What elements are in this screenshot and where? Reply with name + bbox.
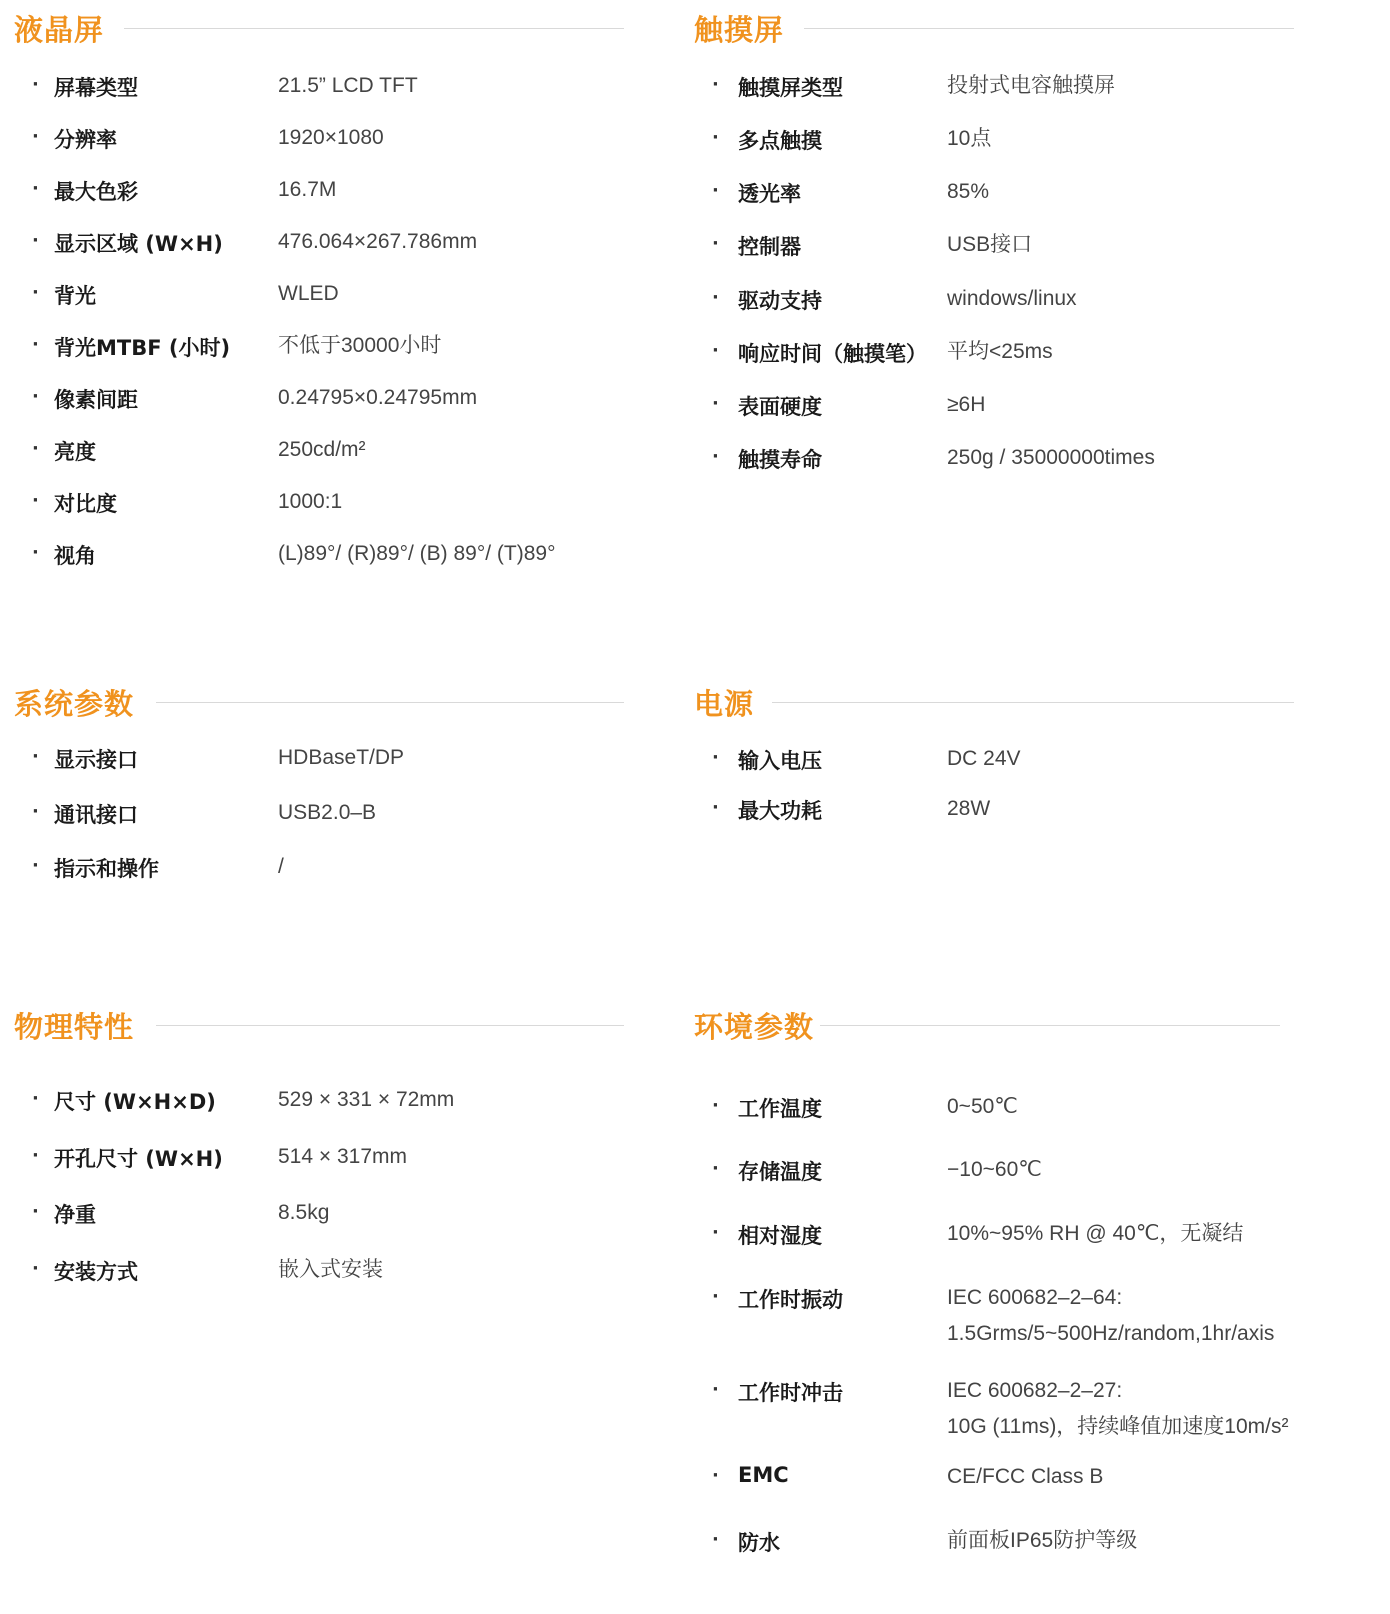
section-header bbox=[14, 682, 134, 722]
spec-value-line: 10点 bbox=[947, 127, 992, 150]
section-title: 液晶屏 bbox=[14, 12, 105, 47]
spec-row bbox=[694, 440, 1344, 472]
spec-value bbox=[278, 383, 477, 413]
spec-value bbox=[947, 744, 1021, 774]
spec-label: 分辨率 bbox=[54, 128, 117, 152]
spec-value-line: USB接口 bbox=[947, 233, 1033, 256]
spec-label: 工作时振动 bbox=[738, 1288, 843, 1312]
spec-value bbox=[278, 435, 366, 465]
spec-value bbox=[278, 852, 284, 882]
spec-value-line: 250g / 35000000times bbox=[947, 446, 1155, 469]
spec-label: 控制器 bbox=[738, 235, 801, 259]
spec-value bbox=[947, 1155, 1042, 1185]
bullet-icon: · bbox=[712, 746, 719, 768]
bullet-icon: · bbox=[712, 1528, 719, 1550]
spec-value-line: 0.24795×0.24795mm bbox=[278, 386, 478, 409]
section-divider bbox=[156, 702, 624, 703]
spec-row bbox=[14, 1082, 624, 1114]
bullet-icon: · bbox=[712, 1464, 719, 1486]
section-touch bbox=[694, 8, 1344, 508]
bullet-icon: · bbox=[32, 1144, 39, 1166]
section-header bbox=[14, 1005, 134, 1045]
spec-label: 视角 bbox=[54, 544, 96, 568]
spec-row bbox=[694, 121, 1344, 153]
spec-value-line: 10%~95% RH @ 40℃，无凝结 bbox=[947, 1222, 1244, 1245]
spec-label: 最大色彩 bbox=[54, 180, 138, 204]
spec-row bbox=[14, 432, 624, 464]
bullet-icon: · bbox=[712, 73, 719, 95]
spec-row bbox=[14, 276, 624, 308]
bullet-icon: · bbox=[32, 385, 39, 407]
section-title: 环境参数 bbox=[694, 1009, 815, 1044]
spec-value-line: WLED bbox=[278, 282, 339, 305]
spec-value-line: IEC 600682–2–64: bbox=[947, 1286, 1123, 1309]
section-lcd bbox=[14, 8, 624, 588]
bullet-icon: · bbox=[712, 179, 719, 201]
spec-value-line: 嵌入式安装 bbox=[278, 1258, 383, 1281]
spec-label: 背光 bbox=[54, 284, 96, 308]
spec-value bbox=[947, 284, 1077, 314]
spec-row bbox=[14, 1195, 624, 1227]
spec-value bbox=[278, 487, 342, 517]
spec-label: 屏幕类型 bbox=[54, 76, 138, 100]
spec-value-line: 不低于30000小时 bbox=[278, 334, 442, 357]
spec-label: 显示区域 (W×H) bbox=[54, 232, 223, 256]
section-power bbox=[694, 682, 1344, 842]
spec-value bbox=[278, 798, 376, 828]
spec-row bbox=[694, 1523, 1384, 1555]
spec-value bbox=[947, 1092, 1018, 1122]
bullet-icon: · bbox=[32, 1257, 39, 1279]
spec-label: 指示和操作 bbox=[54, 857, 159, 881]
section-header bbox=[14, 8, 104, 48]
spec-value bbox=[947, 1219, 1243, 1249]
spec-value-line: ≥6H bbox=[947, 393, 986, 416]
spec-row bbox=[694, 68, 1344, 100]
spec-value bbox=[278, 743, 404, 773]
spec-value bbox=[947, 390, 985, 420]
spec-row bbox=[14, 536, 624, 568]
spec-value-line: 250cd/m² bbox=[278, 438, 366, 461]
spec-row bbox=[694, 791, 1344, 823]
spec-value-line: 476.064×267.786mm bbox=[278, 230, 478, 253]
spec-value bbox=[947, 177, 989, 207]
spec-row bbox=[694, 174, 1344, 206]
spec-row bbox=[694, 281, 1344, 313]
spec-label: 通讯接口 bbox=[54, 803, 138, 827]
spec-label: 驱动支持 bbox=[738, 289, 822, 313]
section-title: 电源 bbox=[694, 686, 755, 721]
spec-label: 相对湿度 bbox=[738, 1224, 822, 1248]
spec-row bbox=[694, 1459, 1384, 1491]
spec-value bbox=[278, 123, 384, 153]
spec-value bbox=[278, 279, 339, 309]
spec-value bbox=[278, 539, 556, 569]
bullet-icon: · bbox=[712, 339, 719, 361]
bullet-icon: · bbox=[712, 1378, 719, 1400]
spec-value bbox=[278, 71, 418, 101]
bullet-icon: · bbox=[32, 541, 39, 563]
bullet-icon: · bbox=[712, 796, 719, 818]
bullet-icon: · bbox=[32, 437, 39, 459]
section-title: 物理特性 bbox=[14, 1009, 135, 1044]
bullet-icon: · bbox=[32, 745, 39, 767]
spec-label: 背光MTBF (小时) bbox=[54, 336, 231, 360]
spec-value-line: HDBaseT/DP bbox=[278, 746, 405, 769]
section-physical bbox=[14, 1005, 624, 1305]
bullet-icon: · bbox=[32, 854, 39, 876]
spec-value-line: 平均<25ms bbox=[947, 340, 1053, 363]
spec-value-line: 投射式电容触摸屏 bbox=[947, 74, 1115, 97]
section-divider bbox=[820, 1025, 1280, 1026]
section-system bbox=[14, 682, 624, 902]
spec-value-line: 1000:1 bbox=[278, 490, 343, 513]
section-divider bbox=[804, 28, 1294, 29]
spec-value-line: windows/linux bbox=[947, 287, 1077, 310]
spec-label: 触摸屏类型 bbox=[738, 76, 843, 100]
spec-label: 防水 bbox=[738, 1531, 780, 1555]
spec-value bbox=[947, 1376, 1289, 1442]
spec-row bbox=[14, 380, 624, 412]
spec-row bbox=[694, 1089, 1384, 1121]
spec-row bbox=[14, 849, 624, 881]
spec-label: 亮度 bbox=[54, 440, 96, 464]
spec-value-line: DC 24V bbox=[947, 747, 1021, 770]
bullet-icon: · bbox=[32, 333, 39, 355]
spec-value bbox=[278, 1142, 407, 1172]
spec-value bbox=[947, 337, 1053, 367]
spec-label: 尺寸 (W×H×D) bbox=[54, 1090, 216, 1114]
spec-label: 最大功耗 bbox=[738, 799, 822, 823]
spec-label: 像素间距 bbox=[54, 388, 138, 412]
spec-value-line: 28W bbox=[947, 797, 991, 820]
bullet-icon: · bbox=[32, 1200, 39, 1222]
spec-value bbox=[278, 227, 477, 257]
spec-value bbox=[947, 443, 1155, 473]
bullet-icon: · bbox=[32, 229, 39, 251]
spec-label: 表面硬度 bbox=[738, 395, 822, 419]
bullet-icon: · bbox=[32, 73, 39, 95]
spec-row bbox=[14, 224, 624, 256]
bullet-icon: · bbox=[712, 286, 719, 308]
spec-value bbox=[278, 331, 441, 361]
bullet-icon: · bbox=[32, 489, 39, 511]
spec-row bbox=[694, 1152, 1384, 1184]
spec-value bbox=[947, 230, 1032, 260]
spec-label: 工作时冲击 bbox=[738, 1381, 843, 1405]
spec-value bbox=[278, 1085, 454, 1115]
spec-label: 透光率 bbox=[738, 182, 801, 206]
bullet-icon: · bbox=[32, 125, 39, 147]
bullet-icon: · bbox=[32, 800, 39, 822]
spec-value-line: / bbox=[278, 855, 284, 878]
section-title: 触摸屏 bbox=[694, 12, 785, 47]
spec-row bbox=[14, 120, 624, 152]
bullet-icon: · bbox=[32, 1087, 39, 1109]
spec-row bbox=[694, 334, 1344, 366]
spec-row bbox=[694, 227, 1344, 259]
spec-value bbox=[947, 794, 990, 824]
spec-row bbox=[14, 740, 624, 772]
section-header bbox=[694, 8, 784, 48]
spec-label: 输入电压 bbox=[738, 749, 822, 773]
spec-row bbox=[694, 1373, 1384, 1438]
spec-label: 响应时间（触摸笔） bbox=[738, 342, 927, 366]
spec-value-line: −10~60℃ bbox=[947, 1158, 1042, 1181]
section-divider bbox=[772, 702, 1294, 703]
spec-value-line: 16.7M bbox=[278, 178, 337, 201]
spec-row bbox=[14, 68, 624, 100]
spec-value bbox=[947, 124, 991, 154]
spec-value-line: 0~50℃ bbox=[947, 1095, 1018, 1118]
spec-value-line: 1920×1080 bbox=[278, 126, 384, 149]
spec-label: 开孔尺寸 (W×H) bbox=[54, 1147, 223, 1171]
spec-label: 工作温度 bbox=[738, 1097, 822, 1121]
spec-value-line: (L)89°/ (R)89°/ (B) 89°/ (T)89° bbox=[278, 542, 556, 565]
spec-value-line-2: 10G (11ms)，持续峰值加速度10m/s² bbox=[947, 1415, 1289, 1438]
section-title: 系统参数 bbox=[14, 686, 135, 721]
spec-row bbox=[14, 1139, 624, 1171]
spec-value bbox=[278, 1255, 383, 1285]
spec-row bbox=[14, 795, 624, 827]
spec-row bbox=[14, 484, 624, 516]
bullet-icon: · bbox=[712, 445, 719, 467]
spec-label: 安装方式 bbox=[54, 1260, 138, 1284]
bullet-icon: · bbox=[712, 1157, 719, 1179]
spec-value bbox=[947, 1462, 1103, 1492]
spec-value-line: 21.5” LCD TFT bbox=[278, 74, 418, 97]
spec-value-line: CE/FCC Class B bbox=[947, 1465, 1104, 1488]
spec-row bbox=[14, 172, 624, 204]
bullet-icon: · bbox=[712, 1094, 719, 1116]
spec-value bbox=[278, 175, 336, 205]
spec-value bbox=[947, 1526, 1137, 1556]
spec-value-line: 前面板IP65防护等级 bbox=[947, 1529, 1138, 1552]
bullet-icon: · bbox=[32, 177, 39, 199]
bullet-icon: · bbox=[32, 281, 39, 303]
spec-row bbox=[14, 1252, 624, 1284]
section-header bbox=[694, 1005, 814, 1045]
spec-value-line: IEC 600682–2–27: bbox=[947, 1379, 1123, 1402]
spec-label: 对比度 bbox=[54, 492, 117, 516]
section-header bbox=[694, 682, 754, 722]
spec-value-line: 529 × 331 × 72mm bbox=[278, 1088, 455, 1111]
spec-row bbox=[694, 387, 1344, 419]
bullet-icon: · bbox=[712, 1285, 719, 1307]
spec-label: 显示接口 bbox=[54, 748, 138, 772]
spec-value bbox=[947, 1283, 1274, 1349]
bullet-icon: · bbox=[712, 392, 719, 414]
section-environment bbox=[694, 1005, 1384, 1605]
spec-value-line: USB2.0–B bbox=[278, 801, 377, 824]
spec-label: 净重 bbox=[54, 1203, 96, 1227]
bullet-icon: · bbox=[712, 1221, 719, 1243]
spec-label: EMC bbox=[738, 1463, 789, 1487]
spec-row bbox=[694, 1280, 1384, 1345]
spec-value bbox=[947, 71, 1115, 101]
spec-label: 存储温度 bbox=[738, 1160, 822, 1184]
section-divider bbox=[124, 28, 624, 29]
section-divider bbox=[156, 1025, 624, 1026]
spec-value-line: 514 × 317mm bbox=[278, 1145, 407, 1168]
spec-row bbox=[14, 328, 624, 360]
spec-value bbox=[278, 1198, 329, 1228]
bullet-icon: · bbox=[712, 126, 719, 148]
spec-label: 触摸寿命 bbox=[738, 448, 822, 472]
spec-value-line-2: 1.5Grms/5~500Hz/random,1hr/axis bbox=[947, 1322, 1275, 1345]
spec-label: 多点触摸 bbox=[738, 129, 822, 153]
bullet-icon: · bbox=[712, 232, 719, 254]
spec-row bbox=[694, 1216, 1384, 1248]
spec-value-line: 8.5kg bbox=[278, 1201, 330, 1224]
spec-row bbox=[694, 741, 1344, 773]
spec-value-line: 85% bbox=[947, 180, 990, 203]
